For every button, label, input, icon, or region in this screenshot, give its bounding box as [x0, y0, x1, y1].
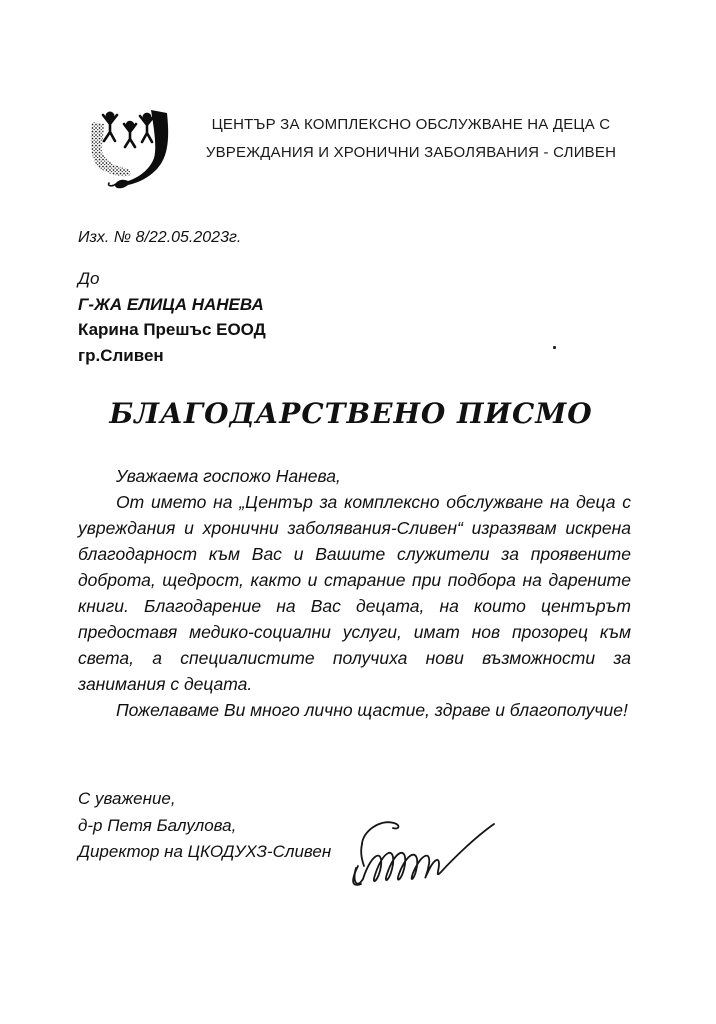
handwritten-signature-icon [344, 816, 502, 898]
body-salutation: Уважаема госпожо Нанева, [116, 466, 341, 486]
letter-title: БЛАГОДАРСТВЕНО ПИСМО [109, 397, 593, 430]
letterhead [88, 106, 638, 192]
recipient-name: Г-ЖА ЕЛИЦА НАНЕВА [78, 294, 264, 314]
organization-name [184, 106, 638, 167]
closing-position: Директор на ЦКОДУХЗ-Сливен [78, 842, 332, 861]
organization-name-line1: ЦЕНТЪР ЗА КОМПЛЕКСНО ОБСЛУЖВАНЕ НА ДЕЦА С [211, 116, 611, 133]
closing-block [78, 786, 331, 866]
organization-logo-icon [88, 106, 176, 192]
recipient-to-prefix: До [78, 269, 100, 288]
stray-dot-artifact [553, 346, 556, 349]
closing-regards: С уважение, [78, 789, 176, 808]
recipient-block [78, 266, 266, 368]
letter-body [78, 463, 631, 723]
reference-number: Изх. № 8/22.05.2023г. [78, 229, 242, 246]
body-paragraph: Пожелаваме Ви много лично щастие, здраве и благополучие! [116, 700, 628, 720]
organization-name-line2: УВРЕЖДАНИЯ И ХРОНИЧНИ ЗАБОЛЯВАНИЯ - СЛИВЕН [205, 144, 617, 161]
recipient-city: гр.Сливен [78, 345, 164, 365]
closing-signatory: д-р Петя Балулова, [78, 815, 237, 835]
recipient-company: Карина Прешъс ЕООД [78, 320, 266, 339]
body-paragraph: От името на „Център за комплексно обслужване на деца с увреждания и хронични заболявания-Сливен“ изразявам искрена благодарност към Вас и Вашите служители за проявените доброта, щедрост, както и старание при подбора на дарените книги. Благодарение на Вас децата, на които центърът предоставя медико-социални услуги, имат нов прозорец към света, а специалистите получиха нови възможности за занимания с децата. [78, 492, 631, 694]
